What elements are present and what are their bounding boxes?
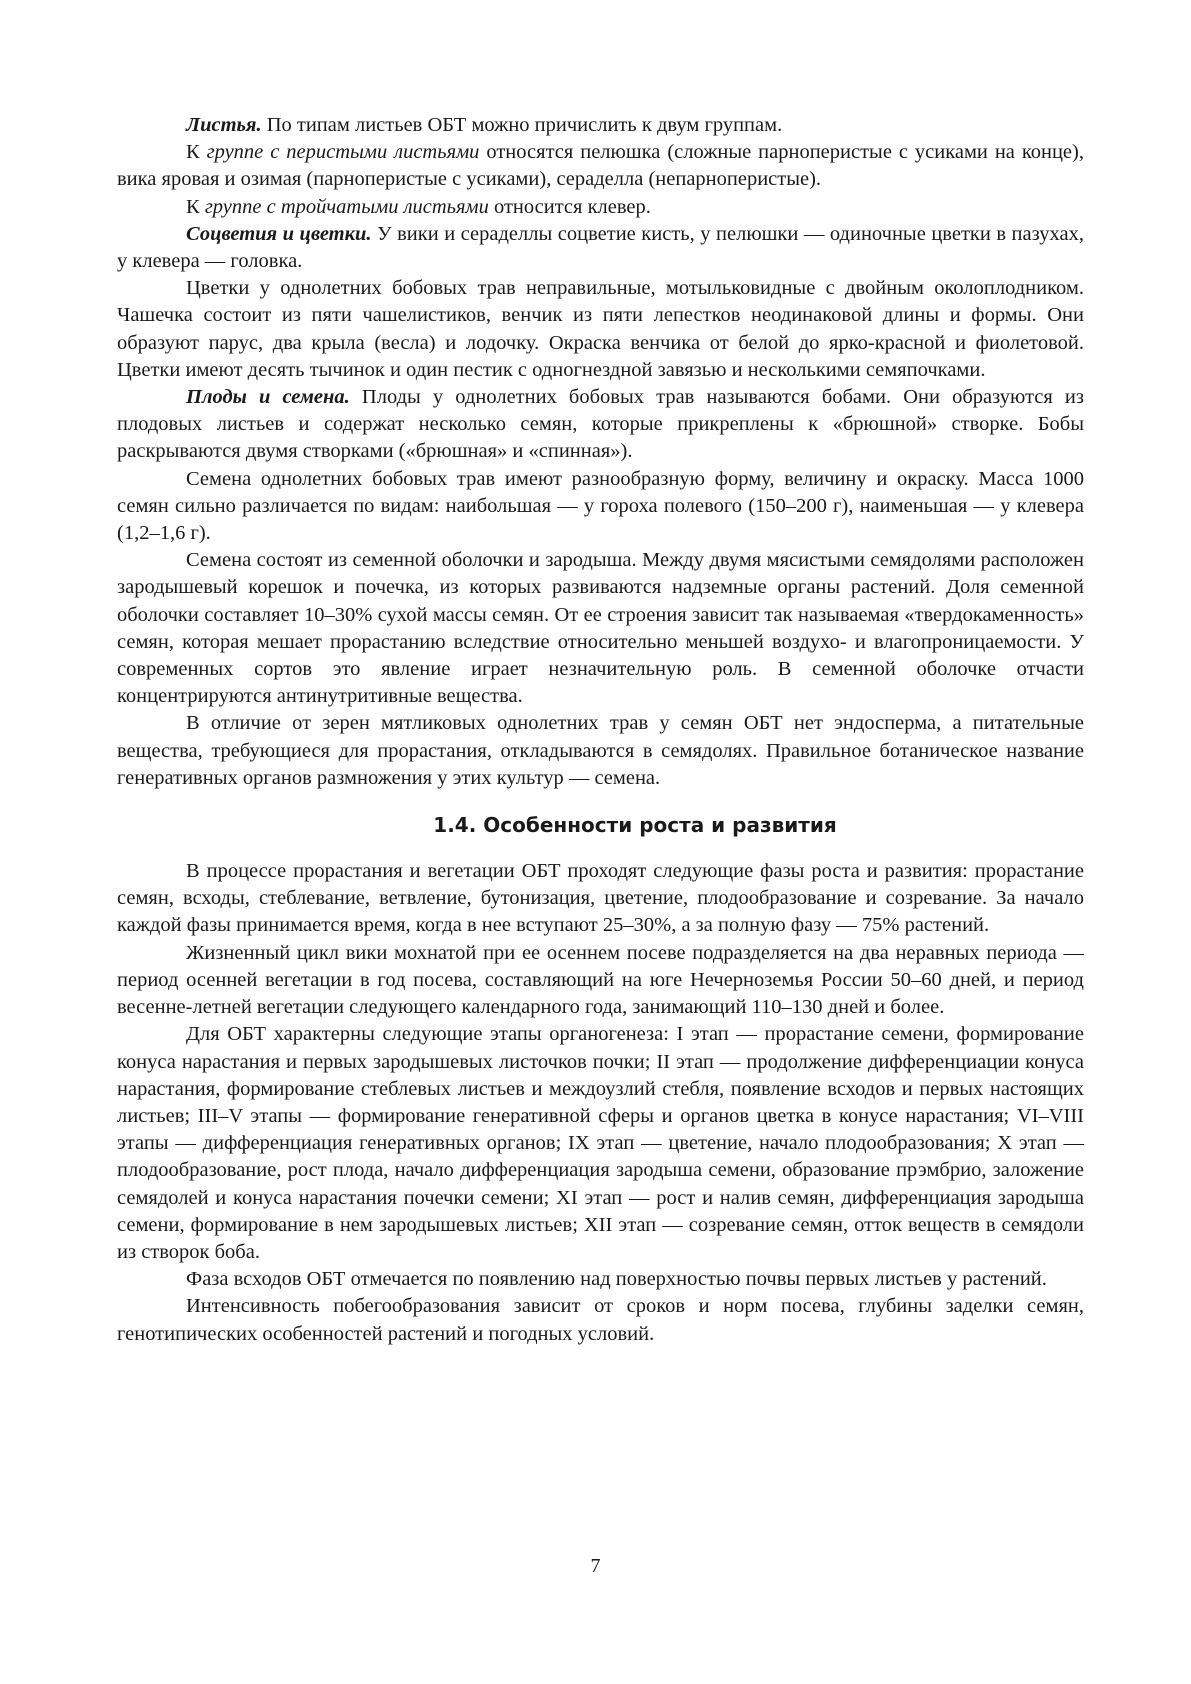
paragraph-life-cycle: Жизненный цикл вики мохнатой при ее осеннем посеве подразделяется на два неравных периода — период осенней вегетации в год посева, составляющий на юге Нечерноземья России 50–60 дней, и период весенне-летней вегетации следующего календарного года, занимающий 110–130 дней и более. (117, 941, 1084, 1019)
paragraph-text: относятся пелюшка (сложные парноперистые с усиками на конце), вика яровая и озимая (парноперистые с усиками), сераделла (непарноперистые). (117, 141, 1084, 191)
paragraph-endosperm: В отличие от зерен мятликовых однолетних трав у семян ОБТ нет эндосперма, а питательные вещества, требующиеся для прорастания, откладываются в семядолях. Правильное ботаническое название генеративных органов размножения у этих культур — семена. (117, 712, 1084, 789)
emphasis-trifoliate-group: группе с тройчатыми листьями (204, 195, 489, 218)
paragraph-pinnate (117, 139, 1084, 193)
paragraph-emergence: Фаза всходов ОБТ отмечается по появлению над поверхностью почвы первых листьев у растений. (186, 1268, 1047, 1291)
paragraph-text: У вики и сераделлы соцветие кисть, у пелюшки — одиночные цветки в пазухах, у клевера — головка. (117, 222, 1084, 273)
paragraph-flowers: Цветки у однолетних бобовых трав неправильные, мотыльковидные с двойным околоплодником. Чашечка состоит из пяти чашелистиков, венчик из пяти лепестков неодинаковой длины и формы. Они образуют парус, два крыла (весла) и лодочку. Окраска венчика от белой до ярко-красной и фиолетовой. Цветки имеют десять тычинок и один пестик с одногнездной завязью и несколькими семяпочками. (117, 277, 1084, 381)
run-in-heading-inflorescence: Соцветия и цветки. (186, 222, 372, 245)
paragraph-seeds-shape: Семена однолетних бобовых трав имеют разнообразную форму, величину и окраску. Масса 1000 семян сильно различается по видам: наибольшая — у гороха полевого (150–200 г), наименьшая — у клевера (1,2–1,6 г). (117, 467, 1084, 545)
paragraph-text: относится клевер. (488, 195, 651, 218)
paragraph-text: К (186, 141, 207, 164)
section-heading: 1.4. Особенности роста и развития (433, 813, 837, 838)
paragraph-text: По типам листьев ОБТ можно причислить к двум группам. (261, 114, 783, 136)
paragraph-text: Плоды у однолетних бобовых трав называются бобами. Они образуются из плодовых листьев и содержат несколько семян, которые прикреплены к «брюшной» створке. Бобы раскрываются двумя створками («брюшная» и «спинная»). (117, 386, 1084, 463)
paragraph-trifoliate (117, 194, 1084, 221)
paragraph-phases: В процессе прорастания и вегетации ОБТ проходят следующие фазы роста и развития: прорастание семян, всходы, стеблевание, ветвление, бутонизация, цветение, плодообразование и созревание. За начало каждой фазы принимается время, когда в нее вступают 25–30%, а за полную фазу — 75% растений. (117, 860, 1084, 937)
run-in-heading-fruits: Плоды и семена. (186, 386, 350, 409)
emphasis-pinnate-group: группе с перистыми листьями (206, 141, 480, 164)
paragraph-text: К (186, 195, 205, 218)
paragraph-shoots: Интенсивность побегообразования зависит от сроков и норм посева, глубины заделки семян, генотипических особенностей растений и погодных условий. (117, 1295, 1084, 1345)
paragraph-inflorescence (117, 221, 1084, 275)
paragraph-seeds-structure: Семена состоят из семенной оболочки и зародыша. Между двумя мясистыми семядолями расположен зародышевый корешок и почечка, из которых развиваются надземные органы растений. Доля семенной оболочки составляет 10–30% сухой массы семян. От ее строения зависит так называемая «твердокаменность» семян, которая мешает прорастанию вследствие относительно меньшей воздухо- и влагопроницаемости. У современных сортов это явление играет незначительную роль. В семенной оболочке отчасти концентрируются антинутритивные вещества. (117, 549, 1084, 708)
page-body (117, 112, 1084, 1348)
page-number: 7 (590, 1555, 601, 1577)
run-in-heading-leaves: Листья. (186, 114, 262, 136)
paragraph-leaves (117, 112, 1084, 139)
paragraph-fruits (117, 384, 1084, 466)
paragraph-organogenesis: Для ОБТ характерны следующие этапы органогенеза: I этап — прорастание семени, формирование конуса нарастания и первых зародышевых листочков почки; II этап — продолжение дифференциации конуса нарастания, формирование стеблевых листьев и междоузлий стебля, появление всходов и первых настоящих листьев; III–V этапы — формирование генеративной сферы и органов цветка в конусе нарастания; VI–VIII этапы — дифференциация генеративных органов; IX этап — цветение, начало плодообразования; X этап — плодообразование, рост плода, начало дифференциация зародыша семени, образование прэмбрио, заложение семядолей и конуса нарастания почечки семени; XI этап — рост и налив семян, дифференциация зародыша семени, формирование в нем зародышевых листьев; XII этап — созревание семян, отток веществ в семядоли из створок боба. (117, 1023, 1084, 1263)
